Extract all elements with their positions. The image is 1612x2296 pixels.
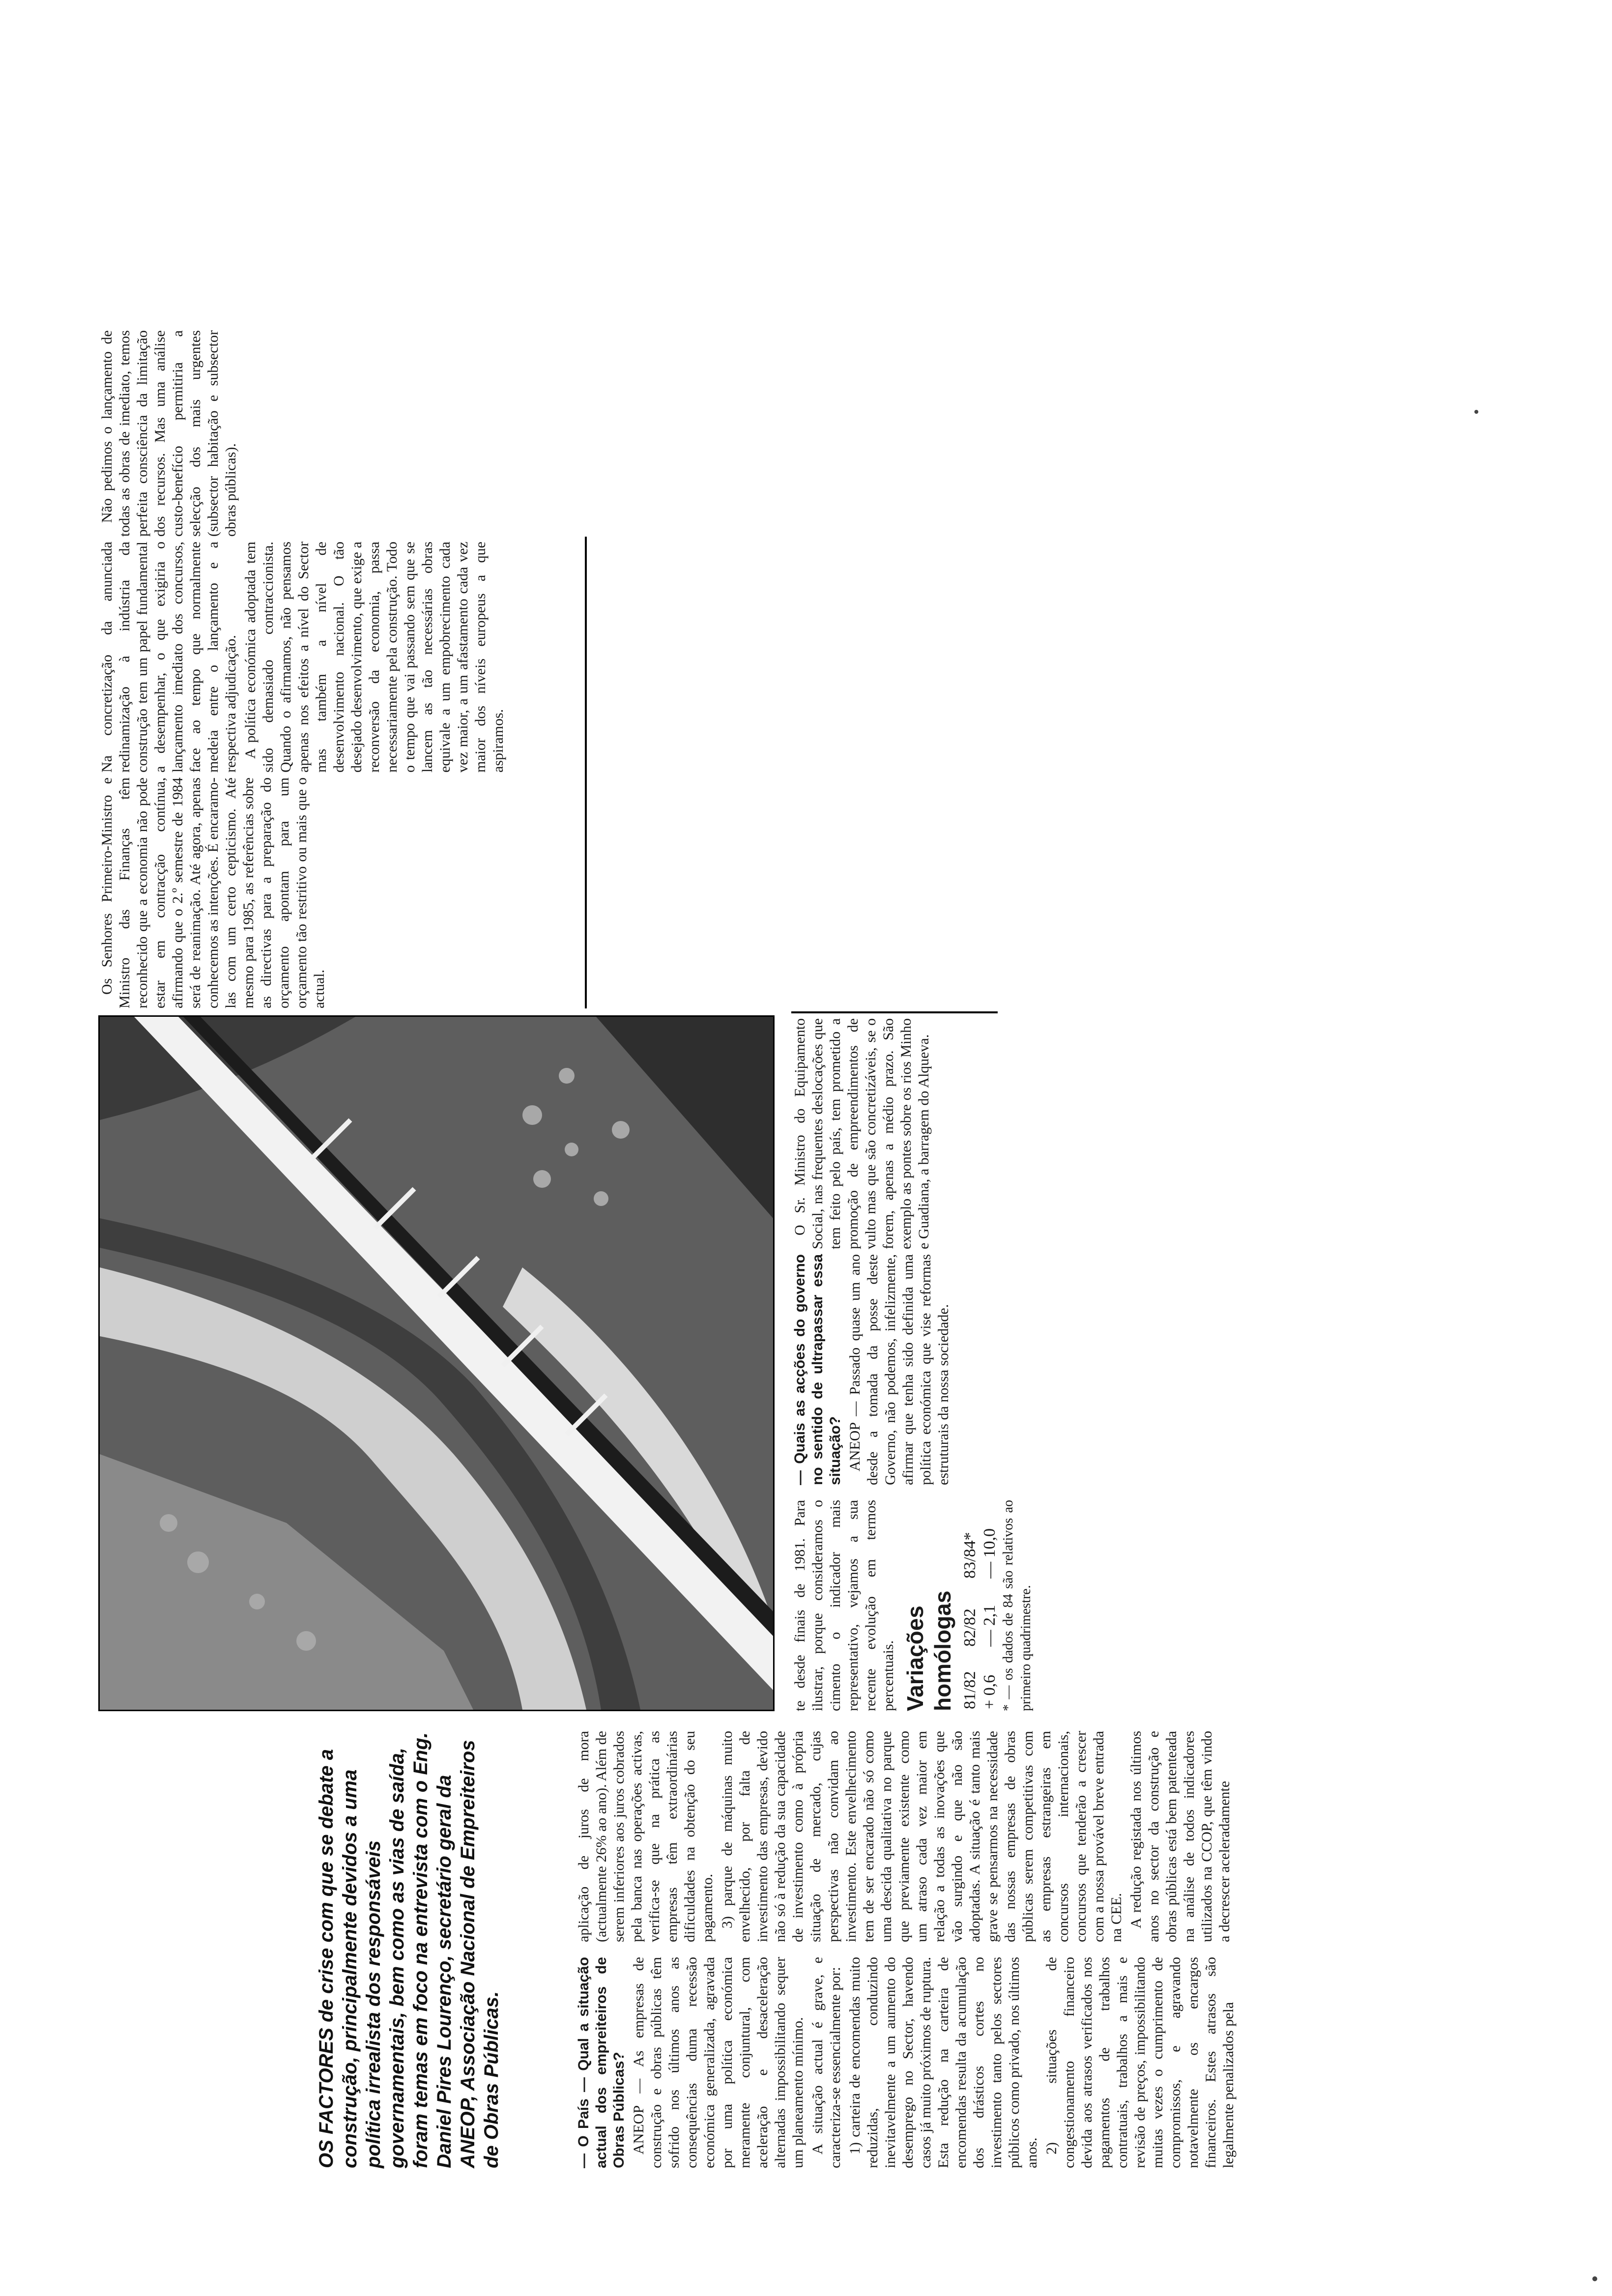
- interview-question: — O País — Qual a situação actual dos empreiteiros de Obras Públicas?: [576, 1957, 627, 2168]
- paragraph: A política económica adoptada tem sido demasiado contraccionista. Quando o afirmamos, não pensamos apenas nos efeitos a nível do Sector mas também a nível de desenvolvimento nacional. O tão desejado desenvolvimento, que exige a reconversão da economia, passa necessariamente pela construção. Todo o tempo que vai passando sem que se lancem as tão necessárias obras equivale a um empobrecimento cada vez maior, a um afastamento cada vez maior dos níveis europeus a que aspiramos.: [242, 542, 506, 773]
- paragraph: A redução registada nos últimos anos no sector da construção e obras públicas está bem patenteada na análise de todos indicadores utilizados na CCOP, que têm vindo a decrescer aceleradamente: [1128, 1731, 1233, 1942]
- text-column-5: [791, 1018, 935, 1249]
- scan-artifact: [1474, 410, 1478, 414]
- paragraph: Não pedimos o lançamento de todas as obras de imediato, temos perfeita consciência da limitação dos recursos. Mas uma análise custo-benefício permitiria a selecção dos mais urgentes (subsector habitação e subsector obras públicas).: [99, 330, 239, 537]
- stats-value: + 0,6: [980, 1674, 999, 1709]
- paragraph: ANEOP — Passado quase um ano desde a tomada da posse deste Governo, não podemos, infelizmente, afirmar que tenha sido definida uma política económica que vise reformas estruturais da nossa sociedade.: [847, 1254, 951, 1485]
- paragraph: ANEOP — As empresas de construção e obras públicas têm sofrido nos últimos anos as consequências duma recessão económica generalizada, agravada por uma política económica meramente conjuntural, com aceleração e desaceleração alternadas impossibilitando sequer um planeamento mínimo.: [631, 1957, 806, 2168]
- stats-value-row: [980, 1500, 1000, 1711]
- paragraph: A situação actual é grave, e caracteriza-se essencialmente por:: [809, 1957, 843, 2168]
- paragraph: Na concretização da anunciada redinamização à indústria da construção tem um papel fundamental a desempenhar, o que exigiria o lançamento imediato dos concursos, face ao tempo que normalmente medeia entre o lançamento e a respectiva adjudicação.: [99, 542, 239, 773]
- section-rule: [585, 537, 587, 1008]
- stats-value: — 2,1: [980, 1605, 999, 1647]
- stats-header: 83/84*: [961, 1532, 979, 1578]
- text-column-2: [575, 1731, 1236, 1942]
- text-column-4: [791, 1254, 954, 1485]
- paragraph: 1) carteira de encomendas muito reduzidas, conduzindo inevitavelmente a um aumento do desemprego no Sector, havendo casos já muito próximos de ruptura. Esta redução na carteira de encomendas resulta da acumulação dos drásticos cortes no investimento tanto pelos sectores públicos como privado, nos últimos anos.: [847, 1957, 1040, 2168]
- photo-image: [100, 1017, 773, 1710]
- interview-question: — Quais as acções do governo no sentido de ultrapassar essa situação?: [792, 1254, 843, 1485]
- paragraph: aplicação de juros de mora (actualmente 26% ao ano). Além de serem inferiores aos juros cobrados pela banca nas operações activas, verifica-se que na prática as empresas têm extraordinárias dificuldades na obtenção do seu pagamento.: [576, 1731, 716, 1942]
- text-column-7: [98, 542, 509, 773]
- paragraph: te desde finais de 1981. Para ilustrar, porque consideramos o cimento o indicador mais representativo, vejamos a sua recente evolução em termos percentuais.: [792, 1500, 896, 1711]
- stats-footnote: * — os dados de 84 são relativos ao primeiro quadrimestre.: [1001, 1500, 1034, 1711]
- aerial-viaduct-photo: [98, 1015, 775, 1711]
- stats-header-row: [960, 1500, 980, 1711]
- stats-header: 82/82: [961, 1608, 979, 1647]
- stats-value: — 10,0: [980, 1528, 999, 1578]
- text-column-1: [575, 1957, 1239, 2168]
- stats-header: 81/82: [961, 1671, 979, 1709]
- stats-table: [960, 1500, 1000, 1711]
- paragraph: O Sr. Ministro do Equipamento Social, nas frequentes deslocações que tem feito pelo país, tem prometido a promoção de empreendimentos de vulto mas que são concretizáveis, se o forem, apenas a médio prazo. São exemplo as pontes sobre os rios Minho e Guadiana, a barragem do Alqueva.: [792, 1018, 932, 1249]
- paragraph: Os Senhores Primeiro-Ministro e Ministro das Finanças têm reconhecido que a economia não pode estar em contracção contínua, afirmando que o 2.º semestre de 1984 será de reanimação. Até agora, apenas conhecemos as intenções. É encaramo-las com um certo cepticismo. Até mesmo para 1985, as referências sobre as directivas para a preparação do orçamento apontam para um orçamento tão restritivo ou mais que o actual.: [99, 777, 327, 1008]
- paragraph: 3) parque de máquinas muito envelhecido, por falta de investimento das empresas, devido não só à redução da sua capacidade de investimento como à própria situação de mercado, cujas perspectivas não convidam ao investimento. Este envelhecimento tem de ser encarado não só como uma descida qualitativa no parque que previamente existente como um atraso cada vez maior em relação a todas as inovações que vão surgindo e que não são adoptadas. A situação é tanto mais grave se pensarmos na necessidade das nossas empresas de obras públicas serem competitivas com as empresas estrangeiras em concursos internacionais, concursos que tenderão a crescer com a nossa provável breve entrada na CEE.: [719, 1731, 1124, 1942]
- article-intro: OS FACTORES de crise com que se debate a construção, principalmente devidos a uma política irrealista dos responsáveis governamentais, bem como as vias de saída, foram temas em foco na entrevista com o Eng. Daniel Pires Lourenço, secretário geral da ANEOP, Associação Nacional de Empreiteiros de Obras Públicas.: [316, 1732, 502, 2168]
- stats-title: Variações homólogas: [902, 1590, 955, 1711]
- paragraph: 2) situações de congestionamento financeiro devida aos atrasos verificados nos pagamentos de trabalhos contratuais, trabalhos a mais e revisão de preços, impossibilitando muitas vezes o cumprimento de compromissos, e agravando notavelmente os encargos financeiros. Estes atrasos são legalmente penalizados pela: [1043, 1957, 1237, 2168]
- text-column-6: [98, 777, 330, 1008]
- text-column-3: [791, 1500, 1037, 1711]
- text-column-8: [98, 330, 242, 537]
- column-rule: [791, 1011, 998, 1013]
- scan-artifact: [1592, 2276, 1597, 2281]
